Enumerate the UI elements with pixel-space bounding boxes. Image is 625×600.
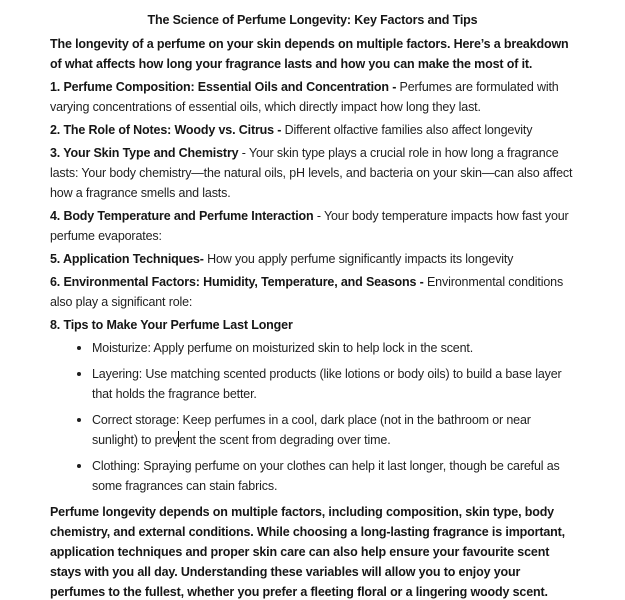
list-item[interactable]: [50, 364, 575, 404]
section-heading: 6. Environmental Factors: Humidity, Temperature, and Seasons -: [50, 275, 424, 289]
bullet-text-before-caret: Correct storage: Keep perfumes in a cool, dark place (not in the bathroom or near sunlight) to prev: [92, 413, 531, 447]
bullet-text: Layering: Use matching scented products (like lotions or body oils) to build a base layer that holds the fragrance better.: [92, 367, 562, 401]
bullet-icon: [77, 346, 81, 350]
section-paragraph-8[interactable]: [50, 315, 575, 335]
section-heading: 5. Application Techniques-: [50, 252, 204, 266]
bullet-text: Clothing: Spraying perfume on your clothes can help it last longer, though be careful as some fragrances can stain fabrics.: [92, 459, 560, 493]
bullet-icon: [77, 372, 81, 376]
section-heading: 2. The Role of Notes: Woody vs. Citrus -: [50, 123, 282, 137]
section-paragraph-3[interactable]: [50, 143, 575, 203]
section-paragraph-1[interactable]: [50, 77, 575, 117]
section-heading: 3. Your Skin Type and Chemistry: [50, 146, 239, 160]
list-item[interactable]: [50, 338, 575, 358]
section-paragraph-2[interactable]: [50, 120, 575, 140]
list-item[interactable]: [50, 456, 575, 496]
section-body: Perfumes are formulated with varying concentrations of essential oils, which directly impact how long they last.: [50, 80, 559, 114]
bullet-text-after-caret: ent the scent from degrading over time.: [178, 433, 391, 447]
bullet-icon: [77, 418, 81, 422]
intro-paragraph[interactable]: The longevity of a perfume on your skin depends on multiple factors. Here’s a breakdown of what affects how long your fragrance lasts and how you can make the most of it.: [50, 37, 569, 71]
bullet-icon: [77, 464, 81, 468]
section-heading: 4. Body Temperature and Perfume Interaction: [50, 209, 314, 223]
bullet-text: Moisturize: Apply perfume on moisturized skin to help lock in the scent.: [92, 341, 474, 355]
section-body: Different olfactive families also affect longevity: [281, 123, 533, 137]
section-body: - Your body temperature impacts how fast your perfume evaporates:: [50, 209, 569, 243]
section-paragraph-4[interactable]: [50, 206, 575, 246]
conclusion-paragraph[interactable]: Perfume longevity depends on multiple factors, including composition, skin type, body chemistry, and external conditions. While choosing a long-lasting fragrance is important, application techniques and proper skin care can also help ensure your favourite scent stays with you all day. Understanding these variables will allow you to enjoy your perfumes to the fullest, whether you prefer a fleeting floral or a lingering woody scent.: [50, 505, 565, 599]
section-body: Environmental conditions also play a significant role:: [50, 275, 564, 309]
section-body: How you apply perfume significantly impacts its longevity: [203, 252, 514, 266]
tips-list: [50, 338, 575, 496]
section-heading: 8. Tips to Make Your Perfume Last Longer: [50, 318, 293, 332]
section-paragraph-6[interactable]: [50, 272, 575, 312]
section-paragraph-5[interactable]: [50, 249, 575, 269]
list-item[interactable]: [50, 410, 575, 450]
document-title[interactable]: The Science of Perfume Longevity: Key Factors and Tips: [147, 13, 478, 27]
section-heading: 1. Perfume Composition: Essential Oils and Concentration -: [50, 80, 397, 94]
section-body: - Your skin type plays a crucial role in how long a fragrance lasts: Your body chemistry—the natural oils, pH levels, and bacteria on your skin—can also affect how a fragrance smells and lasts.: [50, 146, 573, 200]
